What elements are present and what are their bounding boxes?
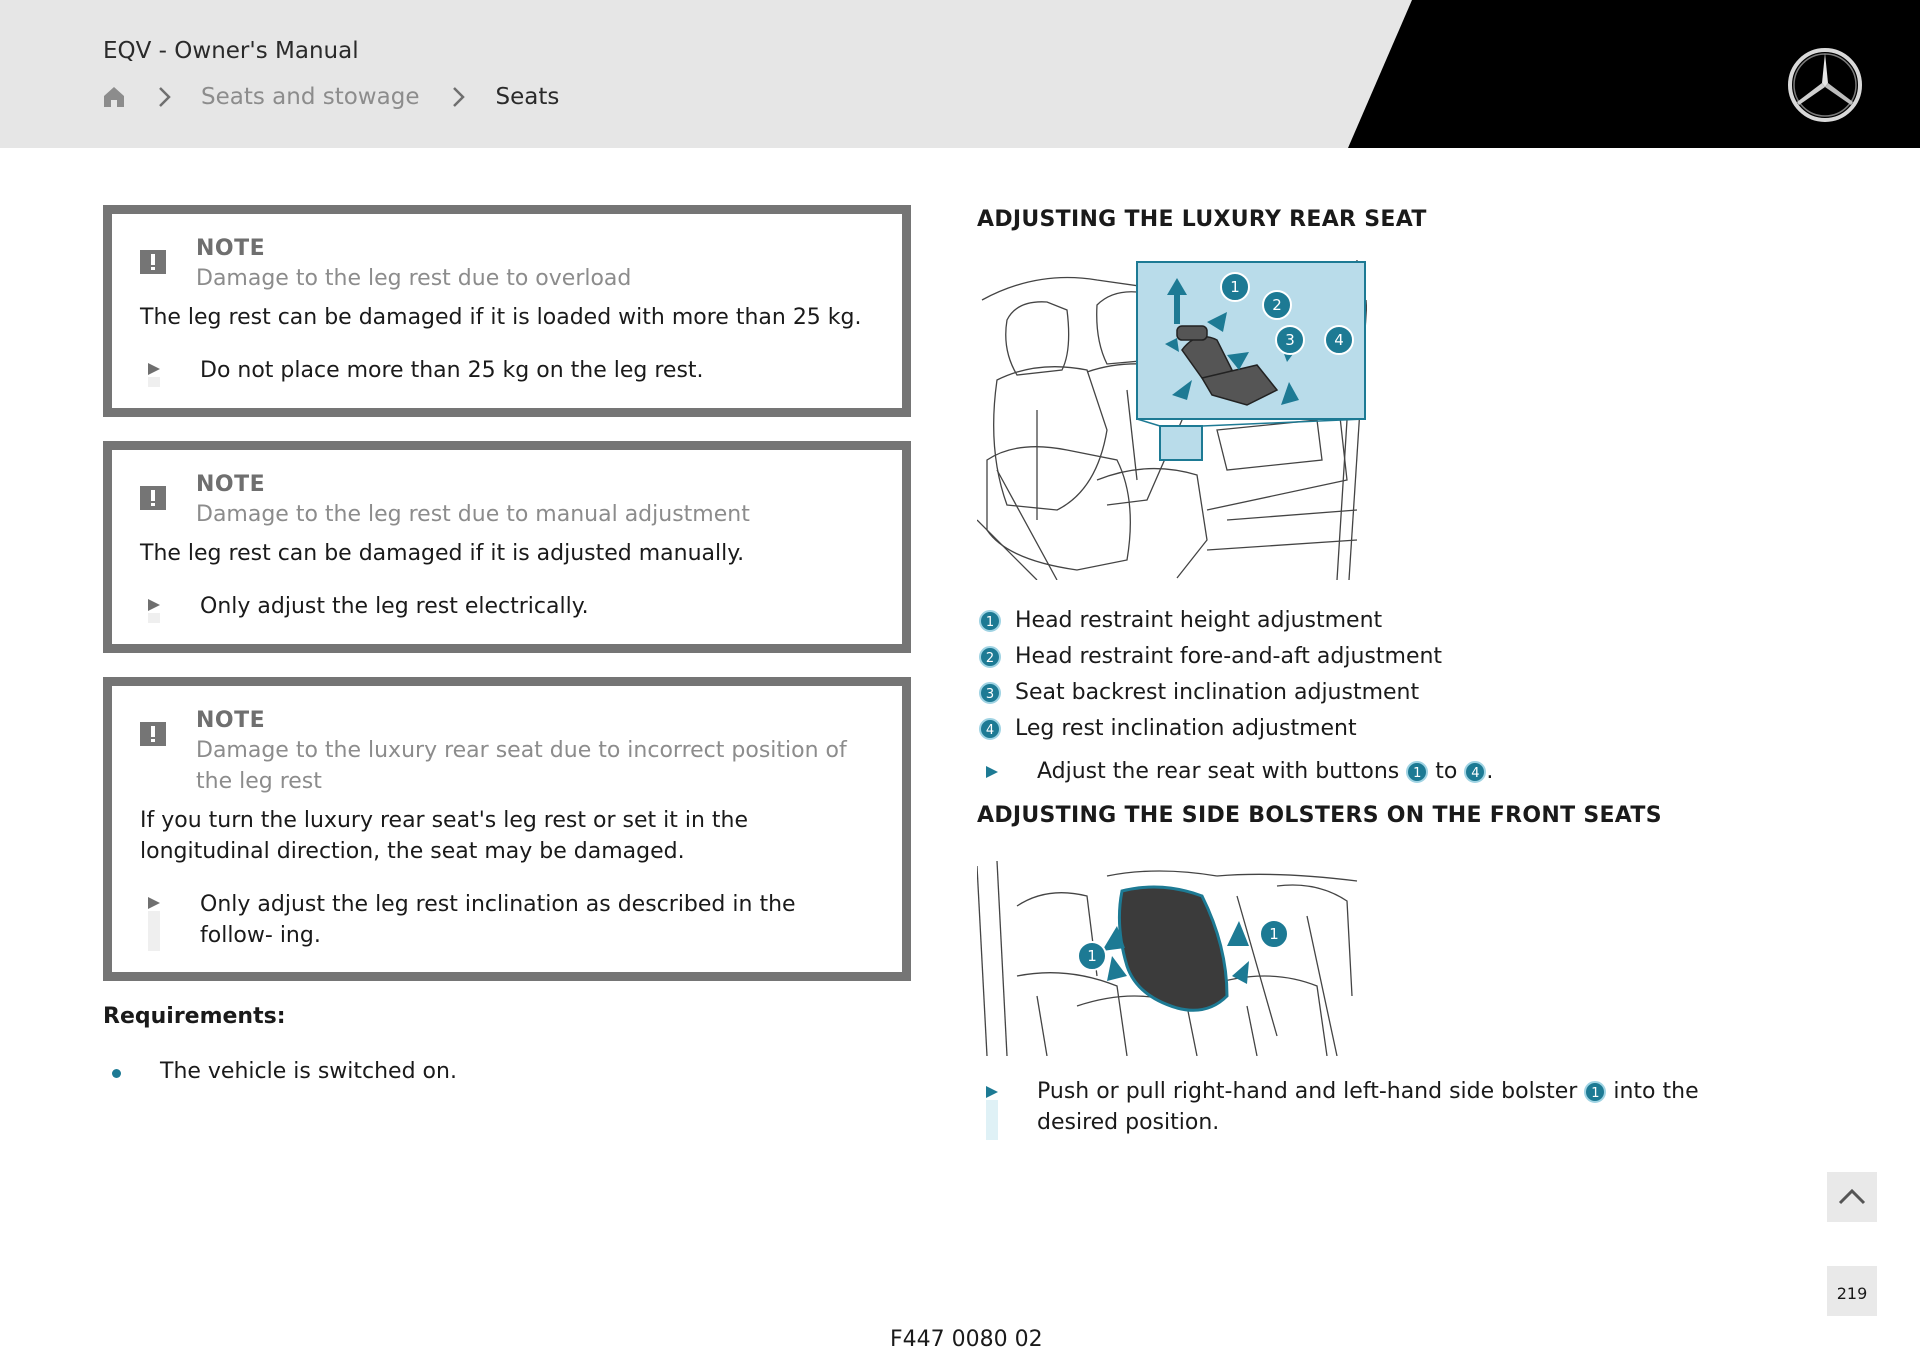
note-box-overload xyxy=(103,205,911,417)
side-bolster-action xyxy=(977,1076,1737,1138)
section-title-side-bolsters: ADJUSTING THE SIDE BOLSTERS ON THE FRONT SEATS xyxy=(977,803,1662,828)
action-text: to xyxy=(1435,759,1458,784)
note-label: NOTE xyxy=(196,236,266,261)
number-badge: 2 xyxy=(979,646,1001,668)
action-bar xyxy=(148,613,160,623)
note-action xyxy=(140,889,840,951)
note-subtitle: Damage to the leg rest due to overload xyxy=(196,266,632,291)
legend-text: Seat backrest inclination adjustment xyxy=(1015,680,1420,705)
legend-item xyxy=(977,603,1442,639)
number-badge: 4 xyxy=(1464,761,1486,783)
note-box-manual-adjustment xyxy=(103,441,911,653)
action-bar xyxy=(986,1100,998,1140)
number-badge: 1 xyxy=(979,610,1001,632)
legend-text: Head restraint height adjustment xyxy=(1015,608,1383,633)
requirements-title: Requirements: xyxy=(103,1004,286,1029)
note-text: The leg rest can be damaged if it is loaded with more than 25 kg. xyxy=(140,305,862,330)
page-number: 219 xyxy=(1836,1284,1868,1303)
note-text: The leg rest can be damaged if it is adjusted manually. xyxy=(140,541,745,566)
legend-item xyxy=(977,711,1442,747)
triangle-right-icon xyxy=(984,1084,1000,1100)
mercedes-star-logo-icon[interactable] xyxy=(1785,45,1865,125)
home-icon[interactable] xyxy=(103,85,125,109)
figure-reference-id: F447 0080 02 xyxy=(890,1327,1043,1352)
note-action-text: Only adjust the leg rest inclination as described in the follow- ing. xyxy=(200,892,796,948)
breadcrumb-current: Seats xyxy=(495,84,560,110)
legend-item xyxy=(977,675,1442,711)
action-text: into the desired position. xyxy=(1037,1079,1699,1135)
callout-label: 2 xyxy=(1272,296,1282,314)
side-bolster-illustration xyxy=(977,856,1367,1056)
warning-icon xyxy=(140,250,166,274)
legend-text: Head restraint fore-and-aft adjustment xyxy=(1015,644,1443,669)
note-text: If you turn the luxury rear seat's leg rest or set it in the longitudinal direction, the seat may be damaged. xyxy=(140,808,748,864)
callout-label: 1 xyxy=(1087,947,1097,965)
triangle-right-icon xyxy=(146,895,162,911)
breadcrumb xyxy=(103,80,559,114)
number-badge: 1 xyxy=(1406,761,1428,783)
note-subtitle: Damage to the luxury rear seat due to incorrect position of the leg rest xyxy=(196,738,847,794)
callout-label: 3 xyxy=(1285,331,1295,349)
section-title-luxury-seat: ADJUSTING THE LUXURY REAR SEAT xyxy=(977,207,1427,232)
note-box-incorrect-position xyxy=(103,677,911,981)
triangle-right-icon xyxy=(984,764,1000,780)
action-text: Adjust the rear seat with buttons xyxy=(1037,759,1400,784)
action-bar xyxy=(148,377,160,387)
chevron-right-icon xyxy=(447,85,469,109)
callout-label: 1 xyxy=(1230,278,1240,296)
warning-icon xyxy=(140,486,166,510)
app-title: EQV - Owner's Manual xyxy=(103,38,359,64)
page-number-badge[interactable] xyxy=(1827,1266,1877,1316)
note-action-text: Only adjust the leg rest electrically. xyxy=(200,594,589,619)
note-label: NOTE xyxy=(196,472,266,497)
chevron-right-icon xyxy=(153,85,175,109)
bullet-dot xyxy=(112,1069,121,1078)
triangle-right-icon xyxy=(146,361,162,377)
action-bar xyxy=(148,911,160,951)
number-badge: 4 xyxy=(979,718,1001,740)
warning-icon xyxy=(140,722,166,746)
legend-item xyxy=(977,639,1442,675)
note-action xyxy=(140,355,874,386)
note-label: NOTE xyxy=(196,708,266,733)
luxury-rear-seat-illustration xyxy=(977,260,1367,580)
legend-list xyxy=(977,603,1442,747)
callout-label: 1 xyxy=(1269,925,1279,943)
breadcrumb-seats-and-stowage[interactable]: Seats and stowage xyxy=(201,84,420,110)
action-text: . xyxy=(1486,759,1494,784)
header-black-wedge xyxy=(0,0,1920,148)
note-subtitle: Damage to the leg rest due to manual adjustment xyxy=(196,502,750,527)
requirement-item: The vehicle is switched on. xyxy=(160,1059,457,1084)
luxury-seat-action xyxy=(977,756,1797,787)
action-text: Push or pull right-hand and left-hand side bolster xyxy=(1037,1079,1578,1104)
scroll-to-top-button[interactable] xyxy=(1827,1172,1877,1222)
number-badge: 3 xyxy=(979,682,1001,704)
legend-text: Leg rest inclination adjustment xyxy=(1015,716,1357,741)
number-badge: 1 xyxy=(1584,1081,1606,1103)
callout-label: 4 xyxy=(1334,331,1344,349)
chevron-up-icon xyxy=(1827,1172,1877,1222)
note-action-text: Do not place more than 25 kg on the leg rest. xyxy=(200,358,704,383)
triangle-right-icon xyxy=(146,597,162,613)
note-action xyxy=(140,591,874,622)
